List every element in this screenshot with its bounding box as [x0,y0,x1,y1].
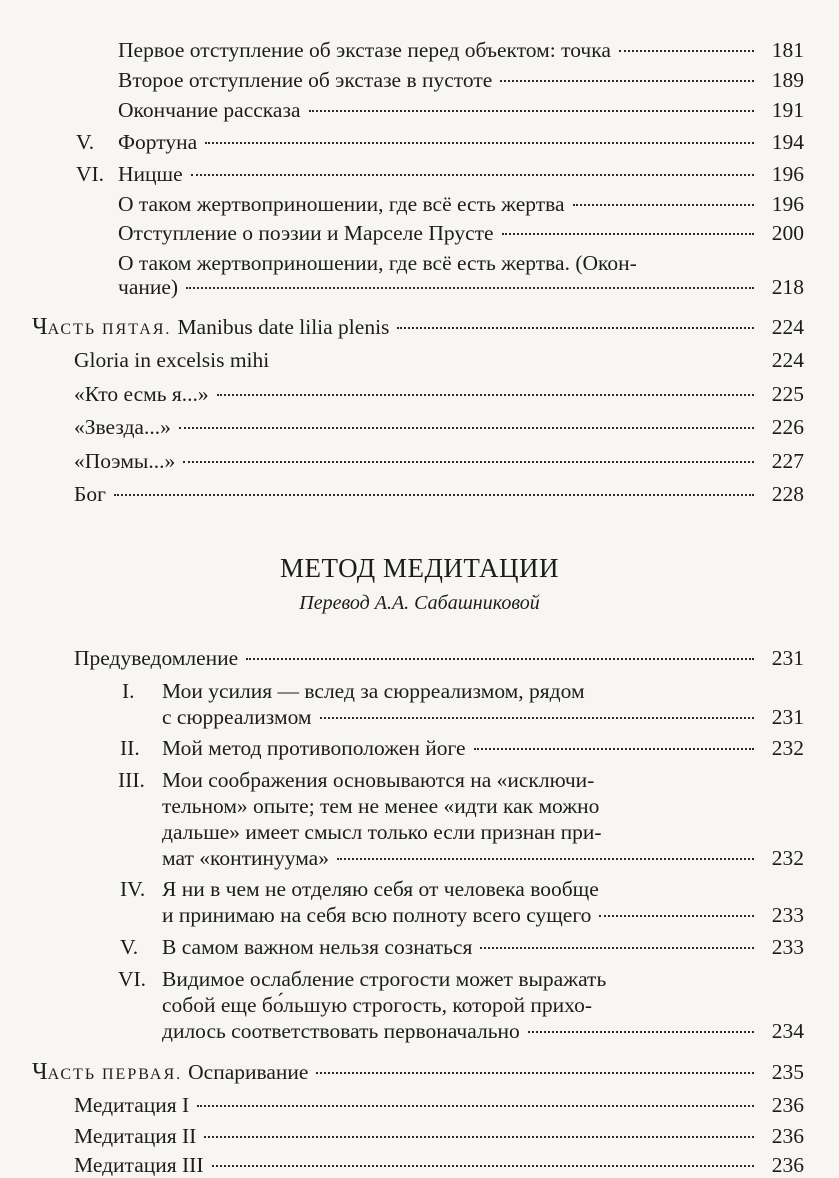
section-title: МЕТОД МЕДИТАЦИИ [279,553,560,583]
page-number: 196 [771,192,804,216]
page-number: 227 [771,449,804,473]
leader-dots [204,1135,754,1138]
page-number: 191 [771,98,804,122]
toc-entry [74,1093,804,1117]
entry-title-line: О таком жертвоприношении, где всё есть жертва. (Окон- [118,251,637,275]
chapter-number: V. [76,130,95,154]
toc-entry [118,98,804,122]
part-label: ЧАСТЬ ПЯТАЯ. [32,314,172,340]
page-number: 224 [771,315,804,339]
entry-title: Первое отступление об экстазе перед объектом: точка [118,38,611,62]
page-number: 224 [771,348,804,372]
leader-dots [277,359,754,362]
entry-title: Медитация III [74,1153,204,1177]
page-number: 234 [771,1019,804,1043]
leader-dots [186,286,754,289]
page-number: 232 [771,846,804,870]
entry-title: чание) [118,275,179,299]
page-number: 236 [771,1093,804,1117]
entry-title-line: собой еще бо́льшую строгость, которой прихо- [162,993,592,1017]
toc-entry [74,646,804,670]
toc-entry [76,130,804,154]
entry-title: О таком жертвоприношении, где всё есть жертва [118,192,565,216]
entry-title: Предуведомление [74,646,239,670]
part-title: Manibus date lilia plenis [177,315,390,339]
leader-dots [337,857,754,860]
leader-dots [191,173,754,176]
part-heading [32,1060,804,1087]
part-title: Оспаривание [188,1060,309,1084]
toc-entry [162,903,804,927]
chapter-number: IV. [120,877,146,901]
toc-entry [74,348,804,372]
chapter-number: VI. [76,162,105,186]
chapter-number: III. [118,768,145,792]
page-number: 228 [771,482,804,506]
entry-title: с сюрреализмом [162,705,312,729]
toc-entry [74,415,804,439]
leader-dots [528,1030,754,1033]
page-number: 225 [771,382,804,406]
page-number: 218 [771,275,804,299]
chapter-number: VI. [118,967,147,991]
leader-dots [309,109,755,112]
chapter-number: I. [122,679,135,703]
page-number: 236 [771,1153,804,1177]
leader-dots [619,49,754,52]
toc-entry [162,935,804,959]
chapter-number: V. [120,935,139,959]
toc-entry [162,1019,804,1043]
toc-entry [118,221,804,245]
leader-dots [397,326,754,329]
page-number: 226 [771,415,804,439]
entry-title: Мой метод противоположен йоге [162,736,466,760]
toc-entry [74,449,804,473]
entry-title-line: дальше» имеет смысл только если признан при- [162,820,602,844]
page-number: 233 [771,903,804,927]
entry-title: «Звезда...» [74,415,171,439]
page-number: 232 [771,736,804,760]
toc-entry [162,736,804,760]
entry-title: В самом важном нельзя сознаться [162,935,473,959]
page-number: 200 [771,221,804,245]
page-number: 194 [771,130,804,154]
leader-dots [316,1071,754,1074]
leader-dots [474,747,754,750]
toc-entry [74,1124,804,1148]
entry-title: мат «континуума» [162,846,329,870]
leader-dots [197,1104,754,1107]
leader-dots [212,1164,755,1167]
leader-dots [114,493,754,496]
leader-dots [573,203,754,206]
leader-dots [205,141,754,144]
leader-dots [217,393,754,396]
chapter-number: II. [120,736,140,760]
page-number: 236 [771,1124,804,1148]
toc-entry [118,275,804,299]
entry-title: Фортуна [118,130,198,154]
entry-title: Ницше [118,162,183,186]
page-number: 233 [771,935,804,959]
page-number: 231 [771,646,804,670]
entry-title-line: тельном» опыте; тем не менее «идти как можно [162,794,600,818]
entry-title-line: Я ни в чем не отделяю себя от человека вообще [162,877,599,901]
entry-title-line: Мои соображения основываются на «исключи- [162,768,595,792]
entry-title: и принимаю на себя всю полноту всего сущего [162,903,592,927]
entry-title-line: Мои усилия — вслед за сюрреализмом, рядом [162,679,585,703]
toc-entry [118,38,804,62]
entry-title: Медитация II [74,1124,197,1148]
entry-title: Окончание рассказа [118,98,301,122]
toc-entry [162,705,804,729]
entry-title: «Поэмы...» [74,449,176,473]
page-number: 231 [771,705,804,729]
toc-entry [74,1153,804,1177]
entry-title: Отступление о поэзии и Марселе Прусте [118,221,494,245]
page-number: 235 [771,1060,804,1084]
leader-dots [502,232,754,235]
toc-entry [118,192,804,216]
leader-dots [179,426,754,429]
toc-entry [74,382,804,406]
entry-title: Бог [74,482,106,506]
leader-dots [320,716,754,719]
toc-entry [162,846,804,870]
leader-dots [183,460,754,463]
entry-title: «Кто есмь я...» [74,382,209,406]
entry-title: Gloria in excelsis mihi [74,348,270,372]
leader-dots [500,79,754,82]
toc-entry [118,68,804,92]
part-heading [32,315,804,342]
part-label: ЧАСТЬ ПЕРВАЯ. [32,1059,183,1085]
toc-entry [76,162,804,186]
leader-dots [480,946,754,949]
entry-title: дилось соответствовать первоначально [162,1019,520,1043]
entry-title: Медитация I [74,1093,190,1117]
page-number: 189 [771,68,804,92]
toc-entry [74,482,804,506]
leader-dots [599,914,754,917]
translator-subtitle: Перевод А.А. Сабашниковой [299,592,540,614]
entry-title: Второе отступление об экстазе в пустоте [118,68,493,92]
page-number: 196 [771,162,804,186]
leader-dots [246,657,754,660]
page-number: 181 [771,38,804,62]
entry-title-line: Видимое ослабление строгости может выражать [162,967,607,991]
